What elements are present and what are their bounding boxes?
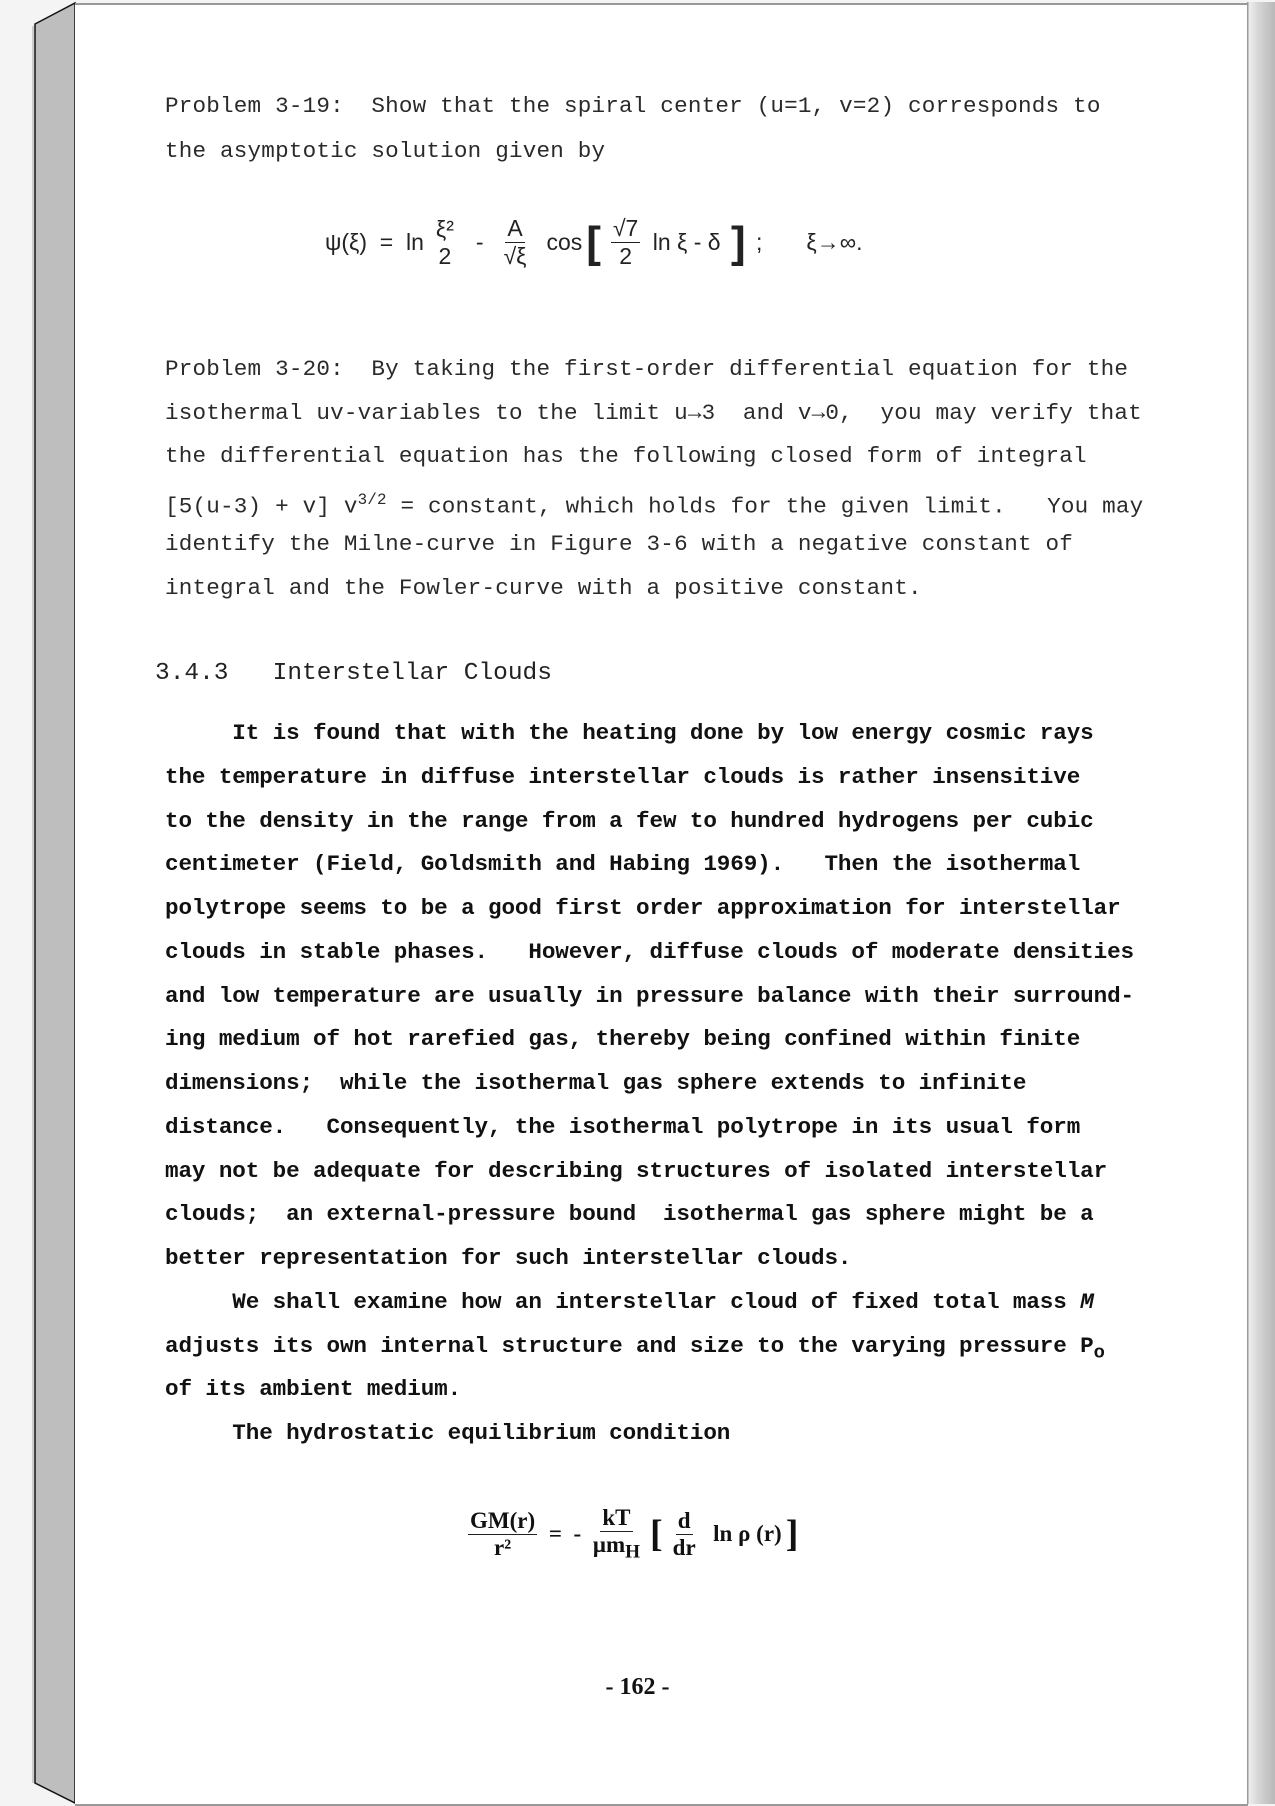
problem-3-20-line: identify the Milne-curve in Figure 3-6 with a negative constant of (165, 531, 1074, 557)
numerator: √7 (612, 215, 639, 241)
minus-sign: - (475, 229, 484, 255)
equals-minus: = - (543, 1521, 587, 1547)
eq-lhs: ψ(ξ) = ln (325, 229, 424, 255)
line-text: adjusts its own internal structure and size to the varying pressure P (165, 1333, 1094, 1359)
exponent: 3/2 (357, 491, 387, 509)
fraction (468, 1508, 537, 1561)
paragraph-1-line: It is found that with the heating done by low energy cosmic rays (165, 720, 1094, 746)
fraction (673, 1508, 696, 1561)
denominator: dr (672, 1534, 696, 1560)
page-number: - 162 - (605, 1674, 670, 1700)
denominator: 2 (619, 243, 633, 269)
problem-3-19-line: Problem 3-19: Show that the spiral center (u=1, v=2) corresponds to (165, 93, 1101, 119)
paragraph-1-line: ing medium of hot rarefied gas, thereby being confined within finite (165, 1026, 1081, 1053)
problem-3-20-line (165, 478, 1143, 522)
denominator: r² (494, 1534, 512, 1560)
denominator-text: μm (592, 1532, 626, 1557)
fraction (504, 215, 527, 270)
paragraph-3-line: The hydrostatic equilibrium condition (165, 1420, 731, 1446)
numerator: GM(r) (470, 1507, 536, 1533)
right-bracket: ] (785, 1513, 799, 1556)
equation-asymptotic-solution (325, 215, 863, 270)
cos: cos (546, 229, 583, 255)
paragraph-1-line: polytrope seems to be a good first order approximation for interstellar (165, 895, 1121, 921)
paragraph-1-line: dimensions; while the isothermal gas sphere extends to infinite (165, 1070, 1027, 1096)
paragraph-1-line: clouds; an external-pressure bound isothermal gas sphere might be a (165, 1201, 1094, 1228)
numerator: kT (602, 1505, 631, 1530)
paragraph-1-line: distance. Consequently, the isothermal polytrope in its usual form (165, 1113, 1081, 1140)
subscript: o (1093, 1341, 1105, 1364)
paragraph-1-line: centimeter (Field, Goldsmith and Habing 1969). Then the isothermal (165, 851, 1081, 878)
numerator: d (677, 1507, 691, 1533)
line-text: We shall examine how an interstellar cloud of fixed total mass (165, 1289, 1081, 1315)
denominator: √ξ (503, 243, 527, 269)
paragraph-1-line: clouds in stable phases. However, diffuse clouds of moderate densities (165, 938, 1135, 965)
eq-limit: ξ→∞. (806, 229, 863, 255)
right-bracket: ] (730, 217, 746, 267)
problem-3-20-line: integral and the Fowler-curve with a positive constant. (165, 575, 922, 601)
paragraph-1-line: the temperature in diffuse interstellar clouds is rather insensitive (165, 763, 1081, 790)
problem-3-20-line: the differential equation has the following closed form of integral (165, 443, 1087, 469)
paragraph-1-line: and low temperature are usually in pressure balance with their surround- (165, 982, 1135, 1009)
problem-3-20-line: Problem 3-20: By taking the first-order differential equation for the (165, 356, 1129, 382)
left-bracket: [ (650, 1513, 663, 1556)
problem-3-20-line: isothermal uv-variables to the limit u→3 and v→0, you may verify that (165, 400, 1142, 426)
left-bracket: [ (586, 217, 601, 267)
integral-expression: [5(u-3) + v] v (165, 493, 358, 520)
numerator: ξ² (435, 215, 454, 242)
equation-hydrostatic-equilibrium (462, 1505, 802, 1564)
section-heading: 3.4.3 Interstellar Clouds (155, 660, 552, 687)
semicolon: ; (749, 229, 763, 255)
line-text: = constant, which holds for the given limit. You may (386, 493, 1144, 520)
problem-3-19-line: the asymptotic solution given by (165, 138, 606, 164)
eq-inner: ln ξ - δ (646, 229, 727, 255)
paragraph-1-line: better representation for such interstellar clouds. (165, 1245, 852, 1271)
eq-inner: ln ρ (r) (701, 1521, 782, 1547)
paragraph-2-line: of its ambient medium. (165, 1376, 462, 1402)
denominator: 2 (438, 242, 452, 269)
paragraph-2-line (165, 1280, 1094, 1324)
fraction (434, 216, 456, 270)
numerator: A (507, 215, 523, 241)
paragraph-1-line: may not be adequate for describing structures of isolated interstellar (165, 1157, 1108, 1184)
paragraph-2-line (165, 1324, 1105, 1368)
fraction (593, 1505, 640, 1564)
subscript: H (625, 1541, 641, 1563)
denominator (593, 1532, 640, 1564)
fraction (611, 215, 640, 270)
mass-variable: M (1080, 1289, 1094, 1315)
paragraph-1-line: to the density in the range from a few to hundred hydrogens per cubic (165, 807, 1094, 834)
page-edge (1247, 2, 1275, 1804)
